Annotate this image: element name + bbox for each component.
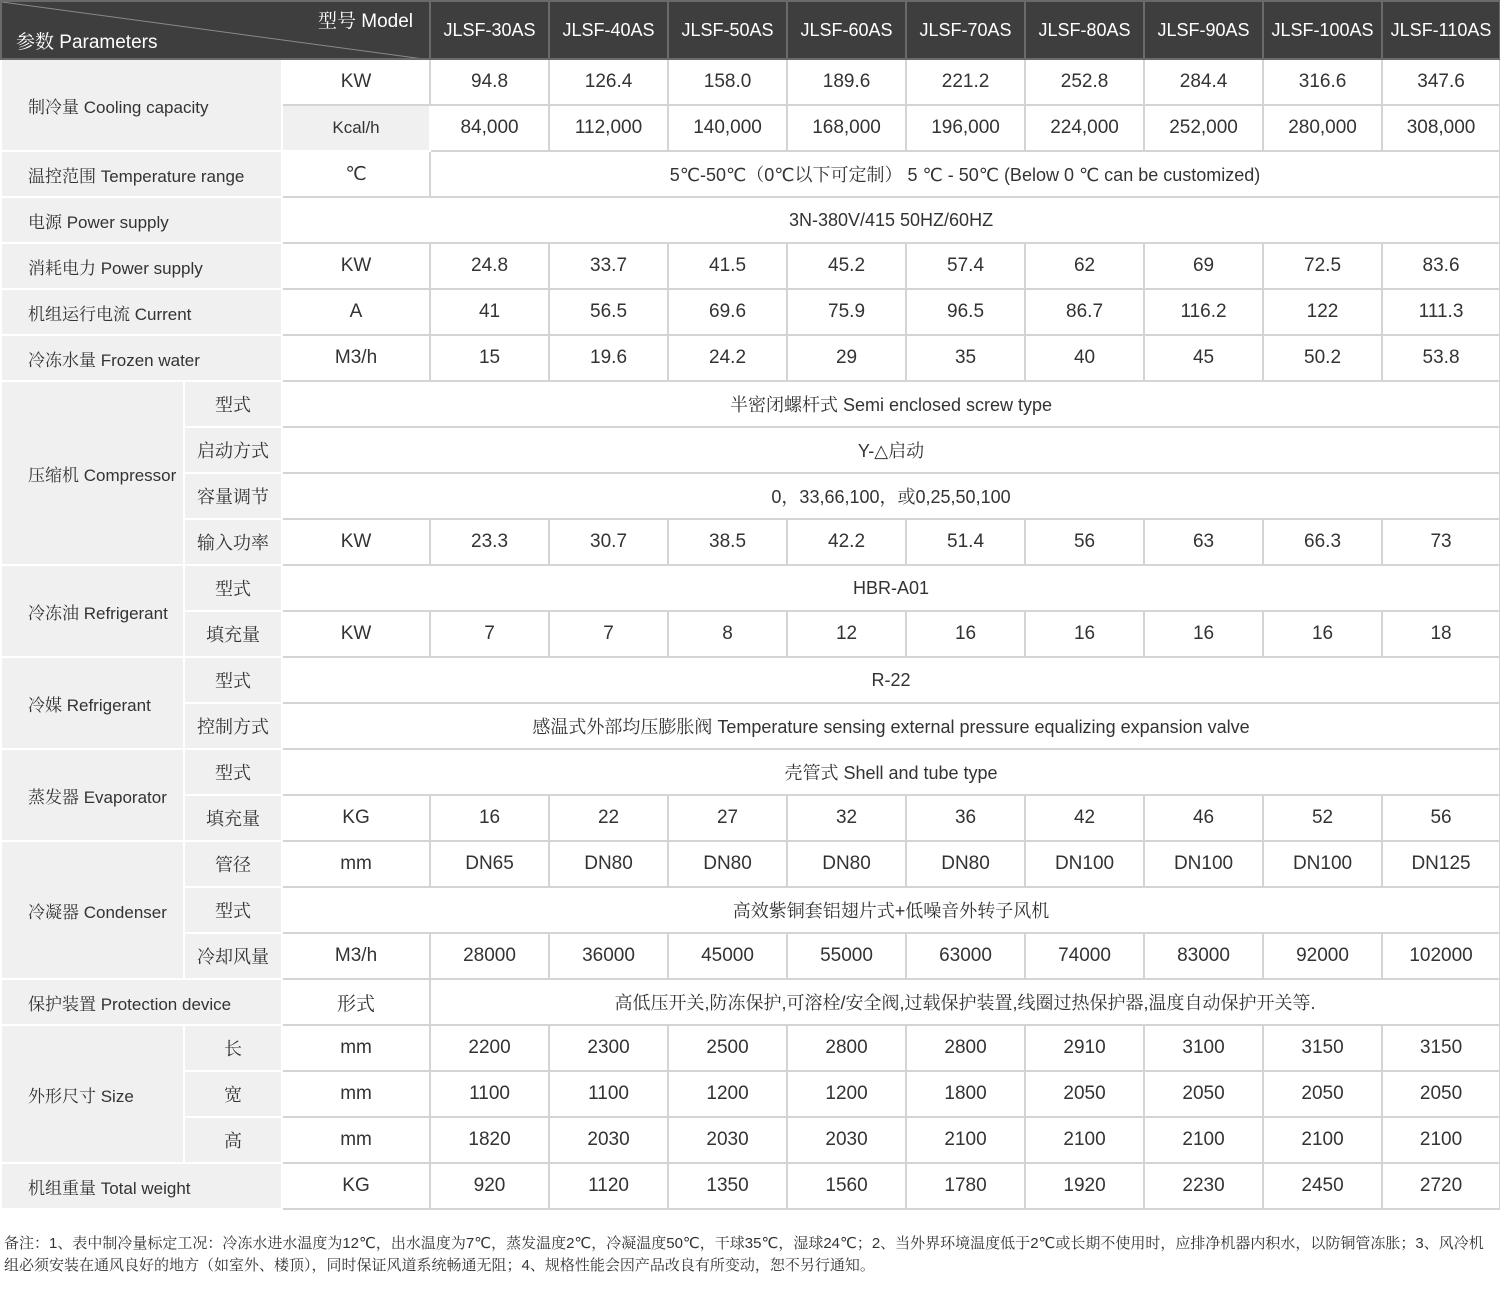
sub-label-cell: 型式 <box>184 749 282 795</box>
unit-cell: KG <box>282 1163 430 1209</box>
condenser-air-row <box>1 933 1500 979</box>
model-name-cell: JLSF-60AS <box>787 1 906 59</box>
power-consumption-label: 消耗电力 Power supply <box>1 243 282 289</box>
value-cell: 18 <box>1382 611 1500 657</box>
sub-label-cell: 填充量 <box>184 611 282 657</box>
compressor-input-row <box>1 519 1500 565</box>
compressor-start-value: Y-△启动 <box>282 427 1500 473</box>
condenser-type-value: 高效紫铜套铝翅片式+低噪音外转子风机 <box>282 887 1500 933</box>
value-cell: 12 <box>787 611 906 657</box>
value-cell: 63 <box>1144 519 1263 565</box>
value-cell: 2100 <box>1144 1117 1263 1163</box>
oil-fill-row <box>1 611 1500 657</box>
value-cell: 3100 <box>1144 1025 1263 1071</box>
value-cell: 308,000 <box>1382 105 1500 151</box>
value-cell: 7 <box>430 611 549 657</box>
value-cell: 28000 <box>430 933 549 979</box>
unit-cell: A <box>282 289 430 335</box>
value-cell: 2030 <box>668 1117 787 1163</box>
sub-label-cell: 高 <box>184 1117 282 1163</box>
value-cell: 16 <box>1025 611 1144 657</box>
refrigerant-control-value: 感温式外部均压膨胀阀 Temperature sensing external pressure equalizing expansion valve <box>282 703 1500 749</box>
sub-label-cell: 型式 <box>184 887 282 933</box>
value-cell: 1200 <box>787 1071 906 1117</box>
model-name-cell: JLSF-80AS <box>1025 1 1144 59</box>
value-cell: 1820 <box>430 1117 549 1163</box>
sub-label-cell: 冷却风量 <box>184 933 282 979</box>
value-cell: 2450 <box>1263 1163 1382 1209</box>
weight-row <box>1 1163 1500 1209</box>
sub-label-cell: 容量调节 <box>184 473 282 519</box>
refrigerant-type-row <box>1 657 1500 703</box>
value-cell: 53.8 <box>1382 335 1500 381</box>
value-cell: DN100 <box>1025 841 1144 887</box>
current-row <box>1 289 1500 335</box>
value-cell: DN80 <box>668 841 787 887</box>
temperature-row <box>1 151 1500 197</box>
value-cell: 22 <box>549 795 668 841</box>
value-cell: 116.2 <box>1144 289 1263 335</box>
compressor-label: 压缩机 Compressor <box>1 381 184 565</box>
value-cell: 920 <box>430 1163 549 1209</box>
value-cell: 2050 <box>1263 1071 1382 1117</box>
value-cell: 56 <box>1382 795 1500 841</box>
model-name-cell: JLSF-110AS <box>1382 1 1500 59</box>
current-label: 机组运行电流 Current <box>1 289 282 335</box>
value-cell: 41.5 <box>668 243 787 289</box>
value-cell: 2100 <box>1263 1117 1382 1163</box>
oil-type-value: HBR-A01 <box>282 565 1500 611</box>
sub-label-cell: 型式 <box>184 565 282 611</box>
protection-row <box>1 979 1500 1025</box>
value-cell: 84,000 <box>430 105 549 151</box>
unit-cell: M3/h <box>282 933 430 979</box>
value-cell: DN80 <box>787 841 906 887</box>
refrigerant-label: 冷媒 Refrigerant <box>1 657 184 749</box>
value-cell: 72.5 <box>1263 243 1382 289</box>
value-cell: 42.2 <box>787 519 906 565</box>
value-cell: 2300 <box>549 1025 668 1071</box>
value-cell: 33.7 <box>549 243 668 289</box>
oil-type-row <box>1 565 1500 611</box>
sub-label-cell: 控制方式 <box>184 703 282 749</box>
total-weight-label: 机组重量 Total weight <box>1 1163 282 1209</box>
temperature-range-value: 5℃-50℃（0℃以下可定制） 5 ℃ - 50℃ (Below 0 ℃ can be customized) <box>430 151 1500 197</box>
evaporator-type-row <box>1 749 1500 795</box>
model-name-cell: JLSF-90AS <box>1144 1 1263 59</box>
condenser-label: 冷凝器 Condenser <box>1 841 184 979</box>
value-cell: 1100 <box>430 1071 549 1117</box>
power-source-row <box>1 197 1500 243</box>
value-cell: 3150 <box>1263 1025 1382 1071</box>
value-cell: 16 <box>906 611 1025 657</box>
footnote-text: 备注：1、表中制冷量标定工况：冷冻水进水温度为12℃，出水温度为7℃，蒸发温度2℃，冷凝温度50℃，干球35℃，湿球24℃；2、当外界环境温度低于2℃或长期不使用时，应排净机器内积水，以防铜管冻胀；3、风冷机组必须安装在通风良好的地方（如室外、楼顶），同时保证风道系统畅通无阻；4、规格性能会因产品改良有所变动，恕不另行通知。 <box>4 1235 1484 1274</box>
value-cell: 29 <box>787 335 906 381</box>
value-cell: 3150 <box>1382 1025 1500 1071</box>
compressor-type-value: 半密闭螺杆式 Semi enclosed screw type <box>282 381 1500 427</box>
value-cell: 2100 <box>1025 1117 1144 1163</box>
size-length-row <box>1 1025 1500 1071</box>
value-cell: DN80 <box>906 841 1025 887</box>
header-corner-cell <box>1 1 430 59</box>
size-height-row <box>1 1117 1500 1163</box>
unit-cell: mm <box>282 1071 430 1117</box>
evaporator-label: 蒸发器 Evaporator <box>1 749 184 841</box>
value-cell: 2910 <box>1025 1025 1144 1071</box>
value-cell: 1780 <box>906 1163 1025 1209</box>
value-cell: 27 <box>668 795 787 841</box>
unit-cell: 形式 <box>282 979 430 1025</box>
evaporator-fill-row <box>1 795 1500 841</box>
value-cell: 224,000 <box>1025 105 1144 151</box>
value-cell: 55000 <box>787 933 906 979</box>
value-cell: 1350 <box>668 1163 787 1209</box>
value-cell: 96.5 <box>906 289 1025 335</box>
cooling-kw-row <box>1 59 1500 105</box>
header-row <box>1 1 1500 59</box>
value-cell: DN100 <box>1144 841 1263 887</box>
value-cell: 41 <box>430 289 549 335</box>
value-cell: 189.6 <box>787 59 906 105</box>
value-cell: 69.6 <box>668 289 787 335</box>
unit-cell: M3/h <box>282 335 430 381</box>
value-cell: 252,000 <box>1144 105 1263 151</box>
value-cell: 24.2 <box>668 335 787 381</box>
value-cell: 8 <box>668 611 787 657</box>
value-cell: 2050 <box>1025 1071 1144 1117</box>
value-cell: 2230 <box>1144 1163 1263 1209</box>
sub-label-cell: 填充量 <box>184 795 282 841</box>
value-cell: 158.0 <box>668 59 787 105</box>
value-cell: 1100 <box>549 1071 668 1117</box>
value-cell: 122 <box>1263 289 1382 335</box>
model-name-cell: JLSF-40AS <box>549 1 668 59</box>
value-cell: 50.2 <box>1263 335 1382 381</box>
value-cell: 86.7 <box>1025 289 1144 335</box>
value-cell: 73 <box>1382 519 1500 565</box>
value-cell: 92000 <box>1263 933 1382 979</box>
value-cell: 2100 <box>906 1117 1025 1163</box>
value-cell: 74000 <box>1025 933 1144 979</box>
value-cell: 168,000 <box>787 105 906 151</box>
compressor-type-row <box>1 381 1500 427</box>
value-cell: 75.9 <box>787 289 906 335</box>
value-cell: 7 <box>549 611 668 657</box>
value-cell: 69 <box>1144 243 1263 289</box>
frozen-water-row <box>1 335 1500 381</box>
value-cell: 51.4 <box>906 519 1025 565</box>
value-cell: 45.2 <box>787 243 906 289</box>
value-cell: 57.4 <box>906 243 1025 289</box>
compressor-capacity-value: 0，33,66,100，或0,25,50,100 <box>282 473 1500 519</box>
sub-label-cell: 宽 <box>184 1071 282 1117</box>
value-cell: 284.4 <box>1144 59 1263 105</box>
value-cell: 32 <box>787 795 906 841</box>
cooling-capacity-label: 制冷量 Cooling capacity <box>1 59 282 151</box>
value-cell: 111.3 <box>1382 289 1500 335</box>
value-cell: DN80 <box>549 841 668 887</box>
unit-cell: KG <box>282 795 430 841</box>
value-cell: 112,000 <box>549 105 668 151</box>
value-cell: 347.6 <box>1382 59 1500 105</box>
condenser-type-row <box>1 887 1500 933</box>
value-cell: 2500 <box>668 1025 787 1071</box>
power-source-label: 电源 Power supply <box>1 197 282 243</box>
unit-cell: KW <box>282 243 430 289</box>
unit-cell: mm <box>282 1025 430 1071</box>
value-cell: 66.3 <box>1263 519 1382 565</box>
value-cell: 2200 <box>430 1025 549 1071</box>
value-cell: 30.7 <box>549 519 668 565</box>
refrigerant-control-row <box>1 703 1500 749</box>
value-cell: 1800 <box>906 1071 1025 1117</box>
frozen-water-label: 冷冻水量 Frozen water <box>1 335 282 381</box>
value-cell: 46 <box>1144 795 1263 841</box>
value-cell: 1920 <box>1025 1163 1144 1209</box>
value-cell: 56.5 <box>549 289 668 335</box>
value-cell: 23.3 <box>430 519 549 565</box>
size-width-row <box>1 1071 1500 1117</box>
sub-label-cell: 启动方式 <box>184 427 282 473</box>
value-cell: 2050 <box>1382 1071 1500 1117</box>
value-cell: 102000 <box>1382 933 1500 979</box>
value-cell: 1120 <box>549 1163 668 1209</box>
value-cell: 2030 <box>549 1117 668 1163</box>
value-cell: DN100 <box>1263 841 1382 887</box>
unit-cell: KW <box>282 519 430 565</box>
compressor-capacity-row <box>1 473 1500 519</box>
oil-label: 冷冻油 Refrigerant <box>1 565 184 657</box>
sub-label-cell: 型式 <box>184 381 282 427</box>
value-cell: 24.8 <box>430 243 549 289</box>
value-cell: 15 <box>430 335 549 381</box>
value-cell: 83.6 <box>1382 243 1500 289</box>
value-cell: 2720 <box>1382 1163 1500 1209</box>
power-source-value: 3N-380V/415 50HZ/60HZ <box>282 197 1500 243</box>
value-cell: 62 <box>1025 243 1144 289</box>
value-cell: 35 <box>906 335 1025 381</box>
parameters-header-label: 参数 Parameters <box>16 32 158 53</box>
value-cell: 2050 <box>1144 1071 1263 1117</box>
model-name-cell: JLSF-100AS <box>1263 1 1382 59</box>
value-cell: 52 <box>1263 795 1382 841</box>
size-label: 外形尺寸 Size <box>1 1025 184 1163</box>
refrigerant-type-value: R-22 <box>282 657 1500 703</box>
value-cell: 280,000 <box>1263 105 1382 151</box>
evaporator-type-value: 壳管式 Shell and tube type <box>282 749 1500 795</box>
value-cell: 40 <box>1025 335 1144 381</box>
value-cell: 221.2 <box>906 59 1025 105</box>
unit-cell: Kcal/h <box>282 105 430 151</box>
sub-label-cell: 管径 <box>184 841 282 887</box>
value-cell: 2100 <box>1382 1117 1500 1163</box>
unit-cell: KW <box>282 611 430 657</box>
value-cell: 2800 <box>906 1025 1025 1071</box>
value-cell: 2800 <box>787 1025 906 1071</box>
value-cell: 1200 <box>668 1071 787 1117</box>
value-cell: 94.8 <box>430 59 549 105</box>
value-cell: 45000 <box>668 933 787 979</box>
unit-cell: KW <box>282 59 430 105</box>
power-consumption-row <box>1 243 1500 289</box>
value-cell: DN65 <box>430 841 549 887</box>
value-cell: DN125 <box>1382 841 1500 887</box>
sub-label-cell: 型式 <box>184 657 282 703</box>
value-cell: 1560 <box>787 1163 906 1209</box>
protection-value: 高低压开关,防冻保护,可溶栓/安全阀,过载保护装置,线圈过热保护器,温度自动保护开关等. <box>430 979 1500 1025</box>
protection-label: 保护装置 Protection device <box>1 979 282 1025</box>
value-cell: 63000 <box>906 933 1025 979</box>
value-cell: 140,000 <box>668 105 787 151</box>
value-cell: 36000 <box>549 933 668 979</box>
value-cell: 42 <box>1025 795 1144 841</box>
unit-cell: mm <box>282 841 430 887</box>
model-header-label: 型号 Model <box>318 11 414 32</box>
value-cell: 196,000 <box>906 105 1025 151</box>
value-cell: 316.6 <box>1263 59 1382 105</box>
temperature-range-label: 温控范围 Temperature range <box>1 151 282 197</box>
value-cell: 45 <box>1144 335 1263 381</box>
model-name-cell: JLSF-50AS <box>668 1 787 59</box>
value-cell: 252.8 <box>1025 59 1144 105</box>
value-cell: 16 <box>1263 611 1382 657</box>
value-cell: 16 <box>1144 611 1263 657</box>
model-name-cell: JLSF-30AS <box>430 1 549 59</box>
value-cell: 38.5 <box>668 519 787 565</box>
value-cell: 83000 <box>1144 933 1263 979</box>
sub-label-cell: 长 <box>184 1025 282 1071</box>
value-cell: 126.4 <box>549 59 668 105</box>
unit-cell: ℃ <box>282 151 430 197</box>
value-cell: 36 <box>906 795 1025 841</box>
compressor-start-row <box>1 427 1500 473</box>
condenser-pipe-row <box>1 841 1500 887</box>
sub-label-cell: 输入功率 <box>184 519 282 565</box>
value-cell: 19.6 <box>549 335 668 381</box>
model-name-cell: JLSF-70AS <box>906 1 1025 59</box>
value-cell: 2030 <box>787 1117 906 1163</box>
value-cell: 16 <box>430 795 549 841</box>
unit-cell: mm <box>282 1117 430 1163</box>
value-cell: 56 <box>1025 519 1144 565</box>
